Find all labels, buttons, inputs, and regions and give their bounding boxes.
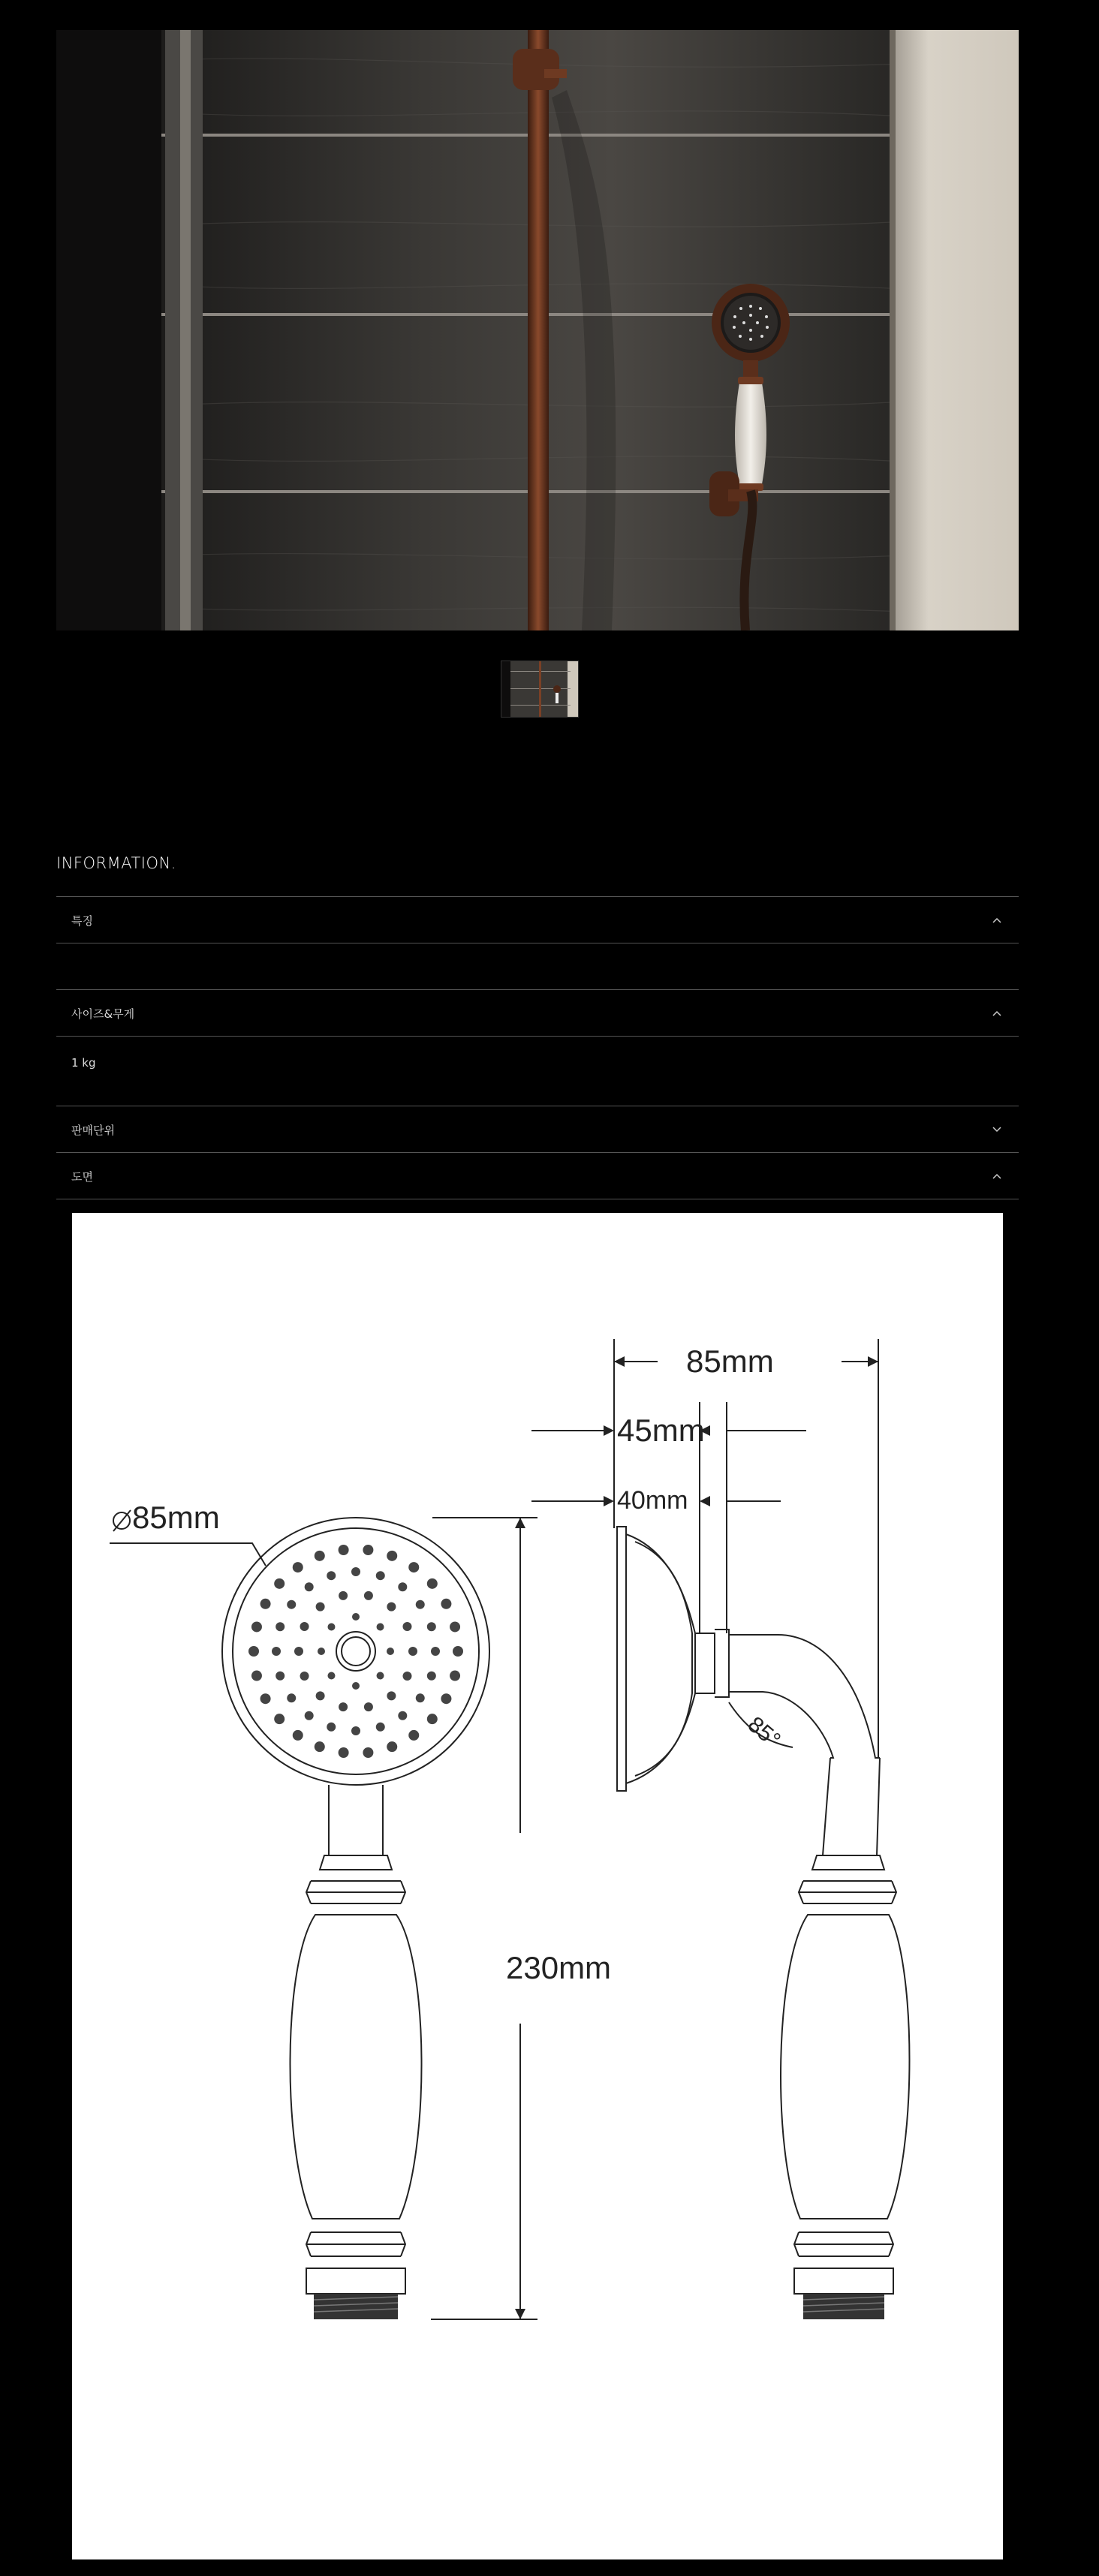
information-heading: INFORMATION. <box>56 854 176 872</box>
product-main-image <box>56 30 1019 630</box>
nozzle-dot <box>450 1621 460 1632</box>
nozzle-dot <box>287 1693 296 1702</box>
chevron-up-icon <box>990 913 1004 927</box>
nozzle-dot <box>387 1551 397 1561</box>
nozzle-dot <box>427 1672 436 1681</box>
nozzle-dot <box>293 1562 303 1572</box>
nozzle-dot <box>327 1723 336 1732</box>
divider <box>56 1152 1019 1153</box>
nozzle-dot <box>387 1602 396 1612</box>
nozzle-dot <box>276 1672 285 1681</box>
nozzle-dot <box>251 1621 262 1632</box>
dim-diameter-label: 85mm <box>132 1500 220 1535</box>
nozzle-dot <box>351 1567 360 1576</box>
chevron-down-icon <box>990 1123 1004 1136</box>
hand-shower-drawing <box>72 1213 1003 2559</box>
nozzle-dot <box>327 1672 335 1680</box>
nozzle-dot <box>427 1622 436 1631</box>
nozzle-dot <box>427 1578 438 1589</box>
accordion-title: 도면 <box>71 1169 93 1184</box>
nozzle-dot <box>408 1730 419 1741</box>
nozzle-dot <box>453 1646 463 1657</box>
dim-length-label: 230mm <box>506 1950 612 1985</box>
nozzle-dot <box>315 1741 325 1752</box>
nozzle-dot <box>272 1647 281 1656</box>
nozzle-dot <box>351 1726 360 1735</box>
size-weight-value: 1 kg <box>71 1056 96 1070</box>
nozzle-dot <box>387 1648 394 1655</box>
nozzle-dot <box>316 1602 325 1612</box>
accordion-header-drawing[interactable] <box>56 1154 1019 1199</box>
nozzle-dot <box>339 1702 348 1711</box>
nozzle-dot <box>327 1571 336 1580</box>
nozzle-dot <box>387 1741 397 1752</box>
nozzle-dot <box>327 1623 335 1630</box>
nozzle-dot <box>398 1582 407 1591</box>
nozzle-dot <box>318 1648 325 1655</box>
nozzle-dot <box>251 1671 262 1681</box>
nozzle-dot <box>377 1672 384 1680</box>
nozzle-dot <box>260 1599 271 1609</box>
nozzle-dot <box>402 1622 411 1631</box>
nozzle-dot <box>305 1582 314 1591</box>
nozzle-dot <box>398 1711 407 1720</box>
accordion-header-sales-unit[interactable] <box>56 1107 1019 1152</box>
nozzle-dot <box>416 1693 425 1702</box>
nozzle-dot <box>427 1714 438 1724</box>
nozzle-dot <box>450 1671 460 1681</box>
nozzle-dot <box>339 1747 349 1758</box>
nozzle-dot <box>293 1730 303 1741</box>
nozzle-dot <box>377 1623 384 1630</box>
chevron-up-icon <box>990 1007 1004 1020</box>
nozzle-dot <box>363 1545 373 1555</box>
nozzle-dot <box>316 1691 325 1700</box>
nozzle-dot <box>315 1551 325 1561</box>
dim-45-label: 45mm <box>617 1413 705 1448</box>
nozzle-dot <box>260 1693 271 1704</box>
technical-drawing <box>72 1213 1003 2559</box>
dim-overall-depth-label: 85mm <box>686 1344 774 1379</box>
accordion-header-features[interactable] <box>56 898 1019 943</box>
nozzle-dot <box>416 1600 425 1609</box>
nozzle-dot <box>276 1622 285 1631</box>
divider <box>56 1036 1019 1037</box>
nozzle-dot <box>408 1647 417 1656</box>
nozzle-dot <box>402 1672 411 1681</box>
dim-40-label: 40mm <box>617 1486 688 1515</box>
accordion-header-size-weight[interactable] <box>56 991 1019 1036</box>
nozzle-dot <box>387 1691 396 1700</box>
thumbnail-image <box>501 661 579 718</box>
accordion-title: 판매단위 <box>71 1123 115 1137</box>
divider <box>56 896 1019 897</box>
nozzle-dot <box>376 1571 385 1580</box>
nozzle-dot <box>441 1693 451 1704</box>
nozzle-dot <box>294 1647 303 1656</box>
nozzle-dot <box>363 1747 373 1758</box>
nozzle-dot <box>287 1600 296 1609</box>
nozzle-dot <box>376 1723 385 1732</box>
nozzle-dot <box>339 1545 349 1555</box>
accordion-title: 특징 <box>71 913 93 928</box>
chevron-up-icon <box>990 1169 1004 1183</box>
nozzle-dot <box>300 1672 309 1681</box>
nozzle-dot <box>300 1622 309 1631</box>
shower-photo-illustration <box>56 30 1019 630</box>
nozzle-dot <box>248 1646 259 1657</box>
nozzle-dot <box>408 1562 419 1572</box>
nozzle-dot <box>274 1714 285 1724</box>
nozzle-dot <box>364 1702 373 1711</box>
nozzle-dot <box>352 1682 360 1690</box>
nozzle-dot <box>364 1591 373 1600</box>
nozzle-dot <box>431 1647 440 1656</box>
divider <box>56 989 1019 990</box>
product-thumbnail[interactable] <box>501 661 579 718</box>
nozzle-dot <box>441 1599 451 1609</box>
nozzle-dot <box>274 1578 285 1589</box>
dim-angle-label: 85° <box>742 1711 785 1753</box>
nozzle-dot <box>339 1591 348 1600</box>
nozzle-dot <box>352 1613 360 1621</box>
accordion-title: 사이즈&무게 <box>71 1007 135 1021</box>
nozzle-dot <box>305 1711 314 1720</box>
